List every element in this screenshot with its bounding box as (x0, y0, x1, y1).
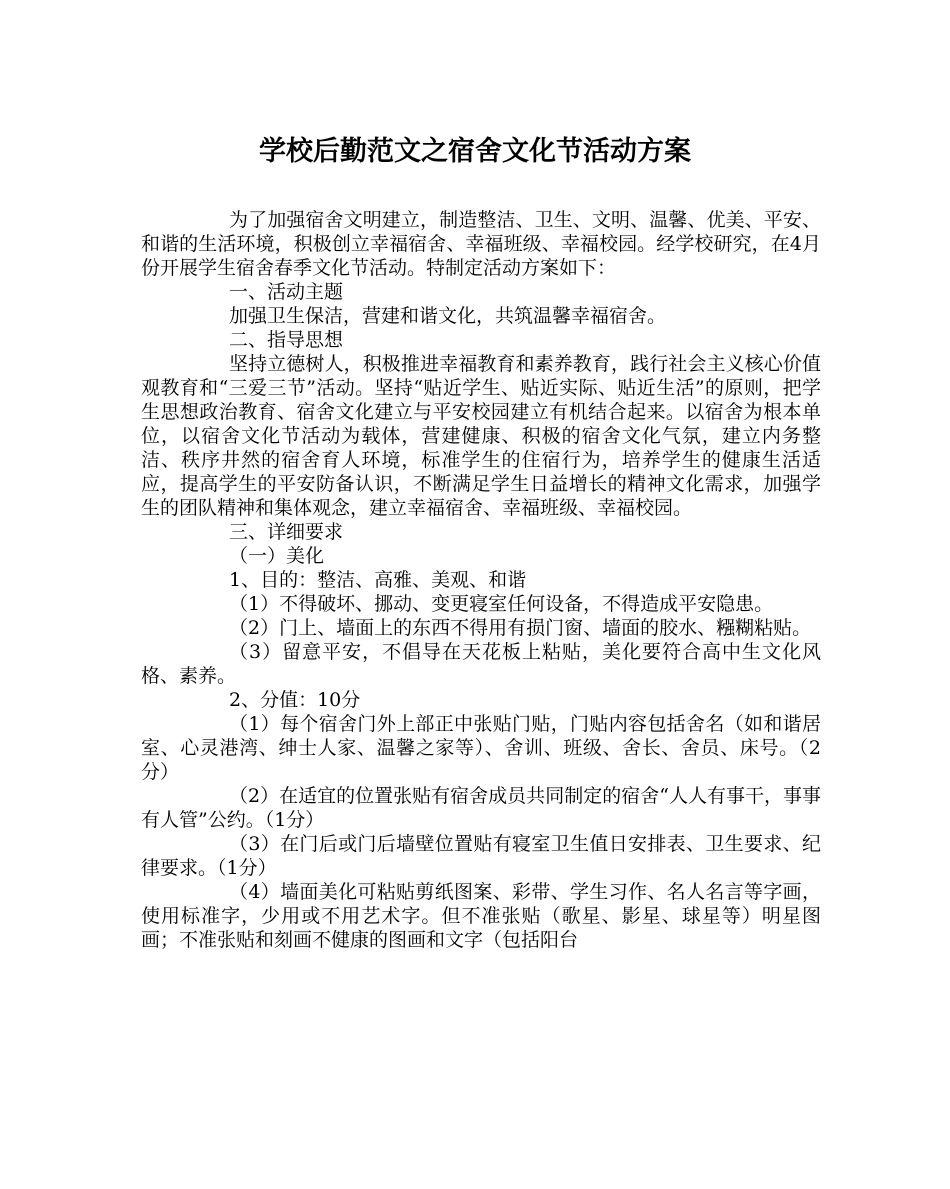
list-item: （2）门上、墙面上的东西不得用有损门窗、墙面的胶水、糨糊粘贴。 (229, 617, 812, 639)
section-heading: 三、详细要求 (229, 521, 344, 543)
list-item: （1）每个宿舍门外上部正中张贴门贴，门贴内容包括舍名（如和谐居室、心灵港湾、绅士人家、温馨之家等）、舍训、班级、舍长、舍员、床号。（2分） (141, 713, 821, 783)
intro-paragraph: 为了加强宿舍文明建立，制造整洁、卫生、文明、温馨、优美、平安、和谐的生活环境，积极创立幸福宿舍、幸福班级、幸福校园。经学校研究，在4月份开展学生宿舍春季文化节活动。特制定活动方案如下： (141, 209, 821, 279)
paragraph: 2、分值：10分 (229, 689, 361, 711)
list-item: （3）留意平安，不倡导在天花板上粘贴，美化要符合高中生文化风格、素养。 (141, 641, 821, 687)
list-item: （1）不得破坏、挪动、变更寝室任何设备，不得造成平安隐患。 (229, 593, 774, 615)
paragraph: 1、目的：整洁、高雅、美观、和谐 (229, 569, 527, 591)
document-title: 学校后勤范文之宿舍文化节活动方案 (259, 136, 691, 167)
paragraph: 坚持立德树人，积极推进幸福教育和素养教育，践行社会主义核心价值观教育和“三爱三节”活动。坚持“贴近学生、贴近实际、贴近生活”的原则，把学生思想政治教育、宿舍文化建立与平安校园建立有机结合起来。以宿舍为根本单位，以宿舍文化节活动为载体，营建健康、积极的宿舍文化气氛，建立内务整洁、秩序井然的宿舍育人环境，标准学生的住宿行为，培养学生的健康生活适应，提高学生的平安防备认识，不断满足学生日益增长的精神文化需求，加强学生的团队精神和集体观念，建立幸福宿舍、幸福班级、幸福校园。 (141, 353, 821, 519)
paragraph: 加强卫生保洁，营建和谐文化，共筑温馨幸福宿舍。 (229, 305, 667, 327)
section-heading: 二、指导思想 (229, 329, 344, 351)
list-item: （3）在门后或门后墙壁位置贴有寝室卫生值日安排表、卫生要求、纪律要求。（1分） (141, 833, 821, 879)
section-heading: 一、活动主题 (229, 281, 344, 303)
subsection-heading: （一）美化 (229, 545, 325, 567)
document-body (141, 208, 821, 952)
list-item: （2）在适宜的位置张贴有宿舍成员共同制定的宿舍“人人有事干，事事有人管”公约。（1分） (141, 785, 821, 831)
list-item: （4）墙面美化可粘贴剪纸图案、彩带、学生习作、名人名言等字画，使用标准字，少用或不用艺术字。但不准张贴（歌星、影星、球星等）明星图画；不准张贴和刻画不健康的图画和文字（包括阳台 (141, 881, 821, 951)
